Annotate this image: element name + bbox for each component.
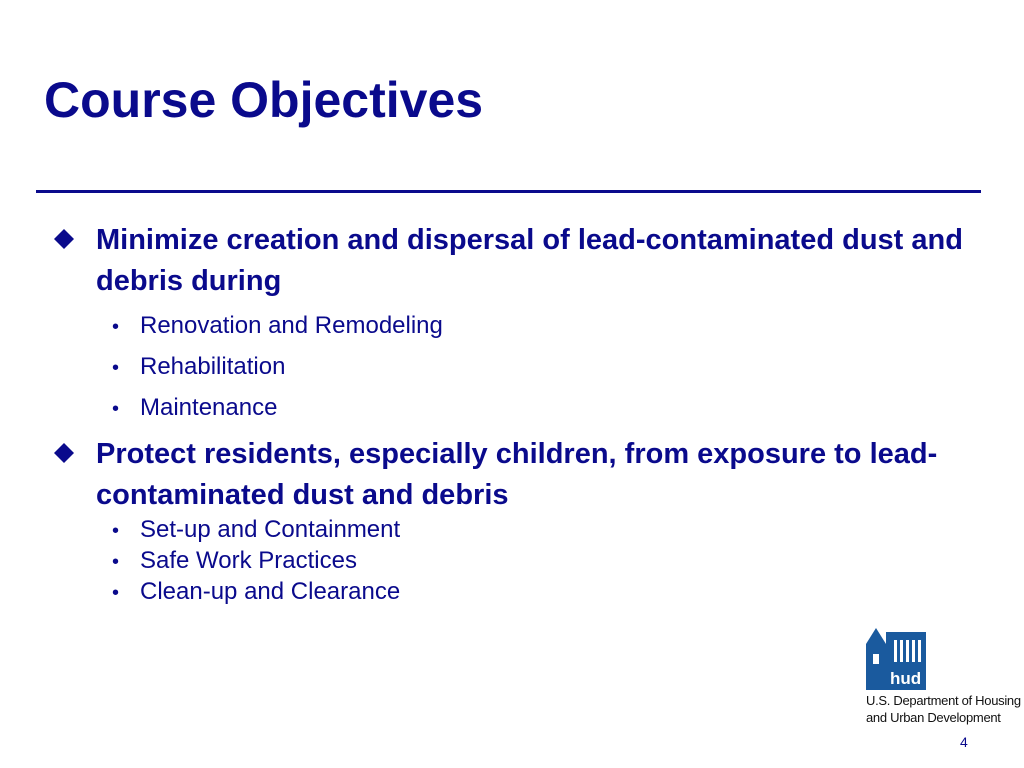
objective-2: Protect residents, especially children, from exposure to lead-contaminated dust and debris: [96, 438, 938, 511]
bullet-dot: •: [112, 551, 120, 573]
agency-line-1: U.S. Department of Housing: [866, 693, 1021, 708]
bullet-dot: •: [112, 398, 120, 420]
bullet-dot: •: [112, 316, 120, 338]
hud-logo-icon: [866, 624, 928, 690]
logo-text: hud: [890, 669, 922, 688]
item-label: Safe Work Practices: [140, 547, 357, 574]
item-label: Maintenance: [140, 394, 278, 421]
objective-2-item-2: [112, 547, 357, 576]
diamond-bullet-icon: [54, 443, 74, 463]
objective-2-item-3: [112, 578, 400, 607]
objective-1-item-1: [112, 312, 443, 341]
item-label: Rehabilitation: [140, 353, 286, 380]
objective-1-item-3: [112, 394, 277, 423]
agency-line-2: and Urban Development: [866, 710, 1001, 725]
diamond-bullet-icon: [54, 229, 74, 249]
agency-name: [866, 692, 1021, 726]
objective-2-item-1: [112, 516, 400, 545]
bullet-dot: •: [112, 357, 120, 379]
page-number: 4: [960, 734, 968, 750]
slide-title: Course Objectives: [44, 72, 484, 128]
objective-1-item-2: [112, 353, 285, 382]
objective-1: Minimize creation and dispersal of lead-contaminated dust and debris during: [96, 224, 963, 297]
item-label: Set-up and Containment: [140, 516, 401, 543]
bullet-dot: •: [112, 520, 120, 542]
bullet-dot: •: [112, 582, 120, 604]
item-label: Clean-up and Clearance: [140, 578, 401, 605]
item-label: Renovation and Remodeling: [140, 312, 443, 339]
title-divider: [36, 190, 981, 193]
